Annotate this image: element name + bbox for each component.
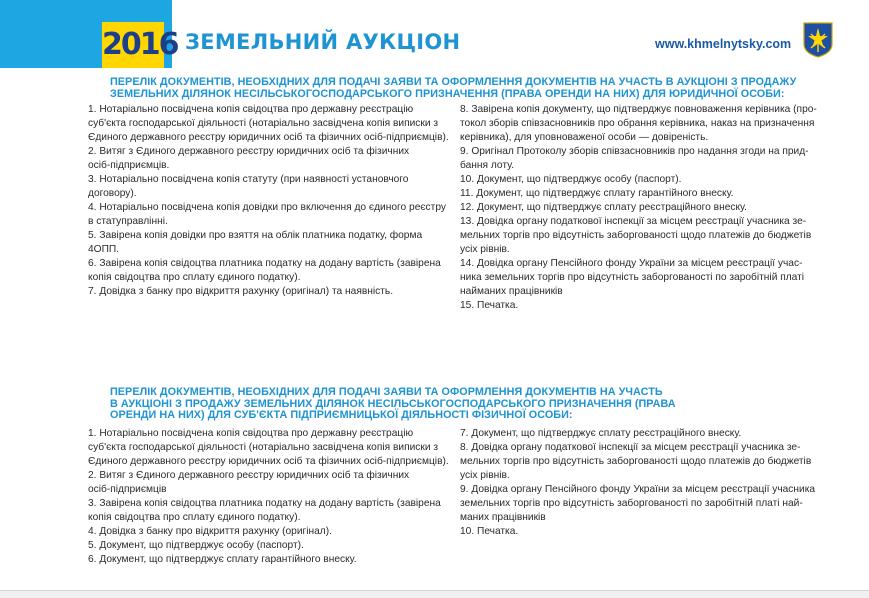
coat-of-arms-icon (803, 22, 833, 58)
document-list-line: 3. Завірена копія свідоцтва платника податку на додану вартість (завірена (88, 498, 441, 509)
document-list-line: 4. Довідка з банку про відкриття рахунку (оригінал). (88, 526, 332, 537)
section1-heading-line: ПЕРЕЛІК ДОКУМЕНТІВ, НЕОБХІДНИХ ДЛЯ ПОДАЧІ ЗАЯВИ ТА ОФОРМЛЕННЯ ДОКУМЕНТІВ НА УЧАСТЬ В АУКЦІОНІ З ПРОДАЖУ (110, 76, 797, 88)
document-list-line: 11. Документ, що підтверджує сплату гарантійного внеску. (460, 188, 734, 199)
document-list-line: 8. Довідка органу податкової інспекції за місцем реєстрації учасника зе- (460, 442, 801, 453)
document-list-line: суб'єкта господарської діяльності (нотаріально засвідчена копія виписки з (88, 442, 439, 453)
document-list-line: 8. Завірена копія документу, що підтверджує повноваження керівника (про- (460, 104, 817, 115)
website-link[interactable]: www.khmelnytsky.com (655, 37, 792, 51)
document-list-line: договору). (88, 188, 137, 199)
document-list-line: 4. Нотаріально посвідчена копія довідки про включення до єдиного реєстру (88, 202, 446, 213)
document-list-line: 6. Завірена копія свідоцтва платника податку на додану вартість (завірена (88, 258, 441, 269)
document-list-line: 10. Документ, що підтверджує особу (паспорт). (460, 174, 682, 185)
section2-right-column (460, 427, 815, 539)
document-list-line: ника земельних торгів про відсутність заборгованості по заробітній платі (460, 272, 805, 283)
document-list-line: бання лоту. (460, 160, 515, 171)
document-list-line: 10. Печатка. (460, 526, 519, 537)
section1-left-column (88, 103, 449, 299)
document-list-line: токол зборів співзасновників про обрання керівника, наказ на призначення (460, 118, 815, 129)
document-list-line: копія свідоцтва про сплату єдиного податку). (88, 272, 301, 283)
document-list-line: керівника), для уповноваженої особи — довіреність. (460, 132, 709, 143)
document-list-line: 7. Довідка з банку про відкриття рахунку (оригінал) та наявність. (88, 286, 394, 297)
document-list-line: 1. Нотаріально посвідчена копія свідоцтва про державну реєстрацію (88, 428, 414, 439)
document-list-line: 14. Довідка органу Пенсійного фонду України за місцем реєстрації учас- (460, 258, 803, 269)
section1-heading (110, 77, 796, 100)
document-list-line: 6. Документ, що підтверджує сплату гарантійного внеску. (88, 554, 357, 565)
section2-heading (110, 387, 676, 422)
document-list-line: усіх рівнів. (460, 470, 510, 481)
document-list-line: Єдиного державного реєстру юридичних осіб та фізичних осіб-підприємців). (88, 132, 449, 143)
document-list-line: мельних торгів про відсутність заборгованості щодо платежів до бюджетів (460, 456, 812, 467)
document-list-line: копія свідоцтва про сплату єдиного податку). (88, 512, 301, 523)
section2-heading-line: ПЕРЕЛІК ДОКУМЕНТІВ, НЕОБХІДНИХ ДЛЯ ПОДАЧІ ЗАЯВИ ТА ОФОРМЛЕННЯ ДОКУМЕНТІВ НА УЧАСТЬ (110, 386, 663, 398)
document-list-line: в статуправлінні. (88, 216, 168, 227)
document-list-line: 9. Оригінал Протоколу зборів співзасновників про надання згоди на прид- (460, 146, 809, 157)
section1-heading-line: ЗЕМЕЛЬНИХ ДІЛЯНОК НЕСІЛЬСЬКОГОСПОДАРСЬКОГО ПРИЗНАЧЕННЯ (ПРАВА ОРЕНДИ НА НИХ) ДЛЯ ЮРИДИЧНОЇ ОСОБИ: (110, 87, 785, 100)
document-list-line: усіх рівнів. (460, 244, 510, 255)
document-list-line: 7. Документ, що підтверджує сплату реєстраційного внеску. (460, 428, 742, 439)
document-list-line: 2. Витяг з Єдиного державного реєстру юридичних осіб та фізичних (88, 470, 410, 481)
document-list-line: 12. Документ, що підтверджує сплату реєстраційного внеску. (460, 202, 747, 213)
section1-right-column (460, 103, 817, 313)
document-list-line: 1. Нотаріально посвідчена копія свідоцтва про державну реєстрацію (88, 104, 414, 115)
document-list-line: 15. Печатка. (460, 300, 519, 311)
document-list-line: 4ОПП. (88, 244, 120, 255)
header-banner (0, 0, 869, 72)
year-badge: 2016 (102, 22, 164, 68)
document-list-line: суб'єкта господарської діяльності (нотаріально засвідчена копія виписки з (88, 118, 439, 129)
document-list-line: маних працівників (460, 512, 546, 523)
section2-heading-line: В АУКЦІОНІ З ПРОДАЖУ ЗЕМЕЛЬНИХ ДІЛЯНОК НЕСІЛЬСЬКОГОСПОДАРСЬКОГО ПРИЗНАЧЕННЯ (ПРАВА (110, 397, 676, 410)
document-list-line: 9. Довідка органу Пенсійного фонду України за місцем реєстрації учасника (460, 484, 816, 495)
document-list-line: 5. Документ, що підтверджує особу (паспорт). (88, 540, 304, 551)
document-list-line: найманих працівників (460, 286, 563, 297)
document-list-line: 13. Довідка органу податкової інспекції за місцем реєстрації учасника зе- (460, 216, 807, 227)
document-list-line: мельних торгів про відсутність заборгованості щодо платежів до бюджетів (460, 230, 812, 241)
document-list-line: 5. Завірена копія довідки про взяття на облік платника податку, форма (88, 230, 423, 241)
document-list-line: Єдиного державного реєстру юридичних осіб та фізичних осіб-підприємців). (88, 456, 449, 467)
section2-heading-line: ОРЕНДИ НА НИХ) ДЛЯ СУБ'ЄКТА ПІДПРИЄМНИЦЬКОЇ ДІЯЛЬНОСТІ ФІЗИЧНОЇ ОСОБИ: (110, 409, 573, 421)
section2-left-column (88, 427, 449, 567)
page-title: ЗЕМЕЛЬНИЙ АУКЦІОН (185, 30, 461, 54)
document-list-line: осіб-підприємців. (88, 160, 170, 171)
document-list-line: земельних торгів про відсутність заборгованості по заробітній платі най- (460, 498, 803, 509)
document-list-line: осіб-підприємців (88, 484, 167, 495)
document-list-line: 3. Нотаріально посвідчена копія статуту (при наявності установчого (88, 174, 409, 185)
document-list-line: 2. Витяг з Єдиного державного реєстру юридичних осіб та фізичних (88, 146, 410, 157)
